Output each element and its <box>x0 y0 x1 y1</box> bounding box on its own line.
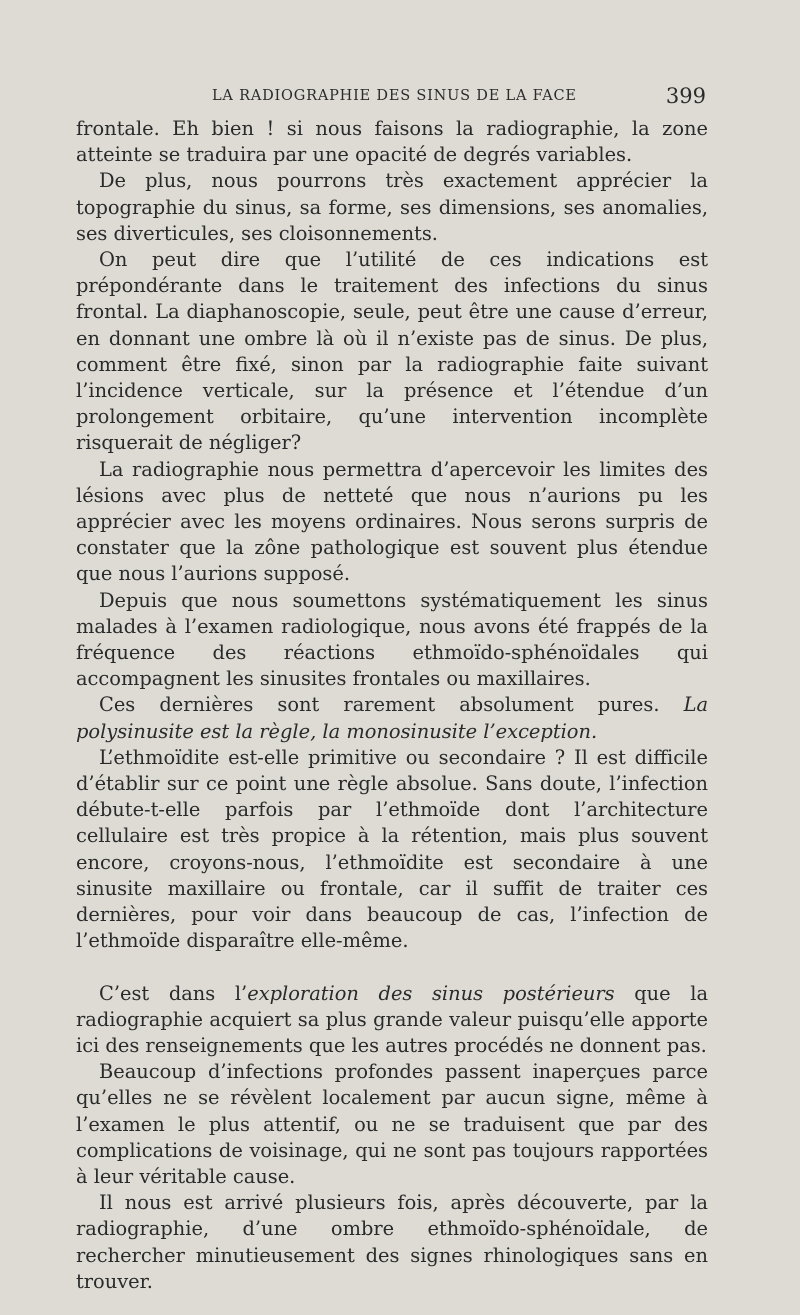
paragraph-8-text: C’est dans l’ <box>99 981 248 1005</box>
running-head: LA RADIOGRAPHIE DES SINUS DE LA FACE <box>212 88 577 104</box>
body-text <box>76 116 708 1295</box>
paragraph-6 <box>76 692 708 744</box>
paragraph-2: De plus, nous pourrons très exactement apprécier la topographie du sinus, sa forme, ses dimensions, ses anomalies, ses diverticules, ses cloisonnements. <box>76 169 708 245</box>
paragraph-7: L’ethmoïdite est-elle primitive ou secondaire ? Il est difficile d’établir sur ce point une règle absolue. Sans doute, l’infection débute-t-elle parfois par l’ethmoïde dont l’architecture cellulaire est très propice à la rétention, mais plus souvent encore, croyons-nous, l’ethmoïdite est secondaire à une sinusite maxillaire ou frontale, car il suffit de traiter ces dernières, pour voir dans beaucoup de cas, l’infection de l’ethmoïde disparaître elle-même. <box>76 745 708 953</box>
page-number: 399 <box>665 84 706 108</box>
paragraph-8-italic: exploration des sinus postérieurs <box>247 981 615 1005</box>
paragraph-3: On peut dire que l’utilité de ces indications est prépondérante dans le traitement des infections du sinus frontal. La diaphanoscopie, seule, peut être une cause d’erreur, en donnant une ombre là où il n’existe pas de sinus. De plus, comment être fixé, sinon par la radiographie faite suivant l’incidence verticale, sur la présence et l’étendue d’un prolongement orbitaire, qu’une intervention incomplète risquerait de négliger? <box>76 248 708 455</box>
paragraph-8 <box>76 981 708 1060</box>
paragraph-5: Depuis que nous soumettons systématiquement les sinus malades à l’examen radiologique, nous avons été frappés de la fréquence des réactions ethmoïdo-sphénoïdales qui accompagnent les sinusites frontales ou maxillaires. <box>76 588 708 691</box>
paragraph-1: frontale. Eh bien ! si nous faisons la radiographie, la zone atteinte se traduira par une opacité de degrés variables. <box>76 117 708 167</box>
paragraph-6-text: Ces dernières sont rarement absolument pures. <box>99 693 684 717</box>
paragraph-8-text-after: que la radiographie acquiert sa plus grande valeur puisqu’elle apporte ici des renseignements que les autres procédés ne donnent pas. <box>76 981 709 1057</box>
page-header <box>76 84 706 114</box>
paragraph-10: Il nous est arrivé plusieurs fois, après découverte, par la radiographie, d’une ombre ethmoïdo-sphénoïdale, de rechercher minutieusement des signes rhinologiques sans en trouver. <box>76 1191 708 1293</box>
paragraph-6-italic: La polysinusite est la règle, la monosinusite l’exception. <box>76 693 708 743</box>
paragraph-9: Beaucoup d’infections profondes passent inaperçues parce qu’elles ne se révèlent localement par aucun signe, même à l’examen le plus attentif, ou ne se traduisent que par des complications de voisinage, qui ne sont pas toujours rapportées à leur véritable cause. <box>76 1060 708 1188</box>
paragraph-4: La radiographie nous permettra d’apercevoir les limites des lésions avec plus de netteté que nous n’aurions pu les apprécier avec les moyens ordinaires. Nous serons surpris de constater que la zône pathologique est souvent plus étendue que nous l’aurions supposé. <box>76 457 708 586</box>
